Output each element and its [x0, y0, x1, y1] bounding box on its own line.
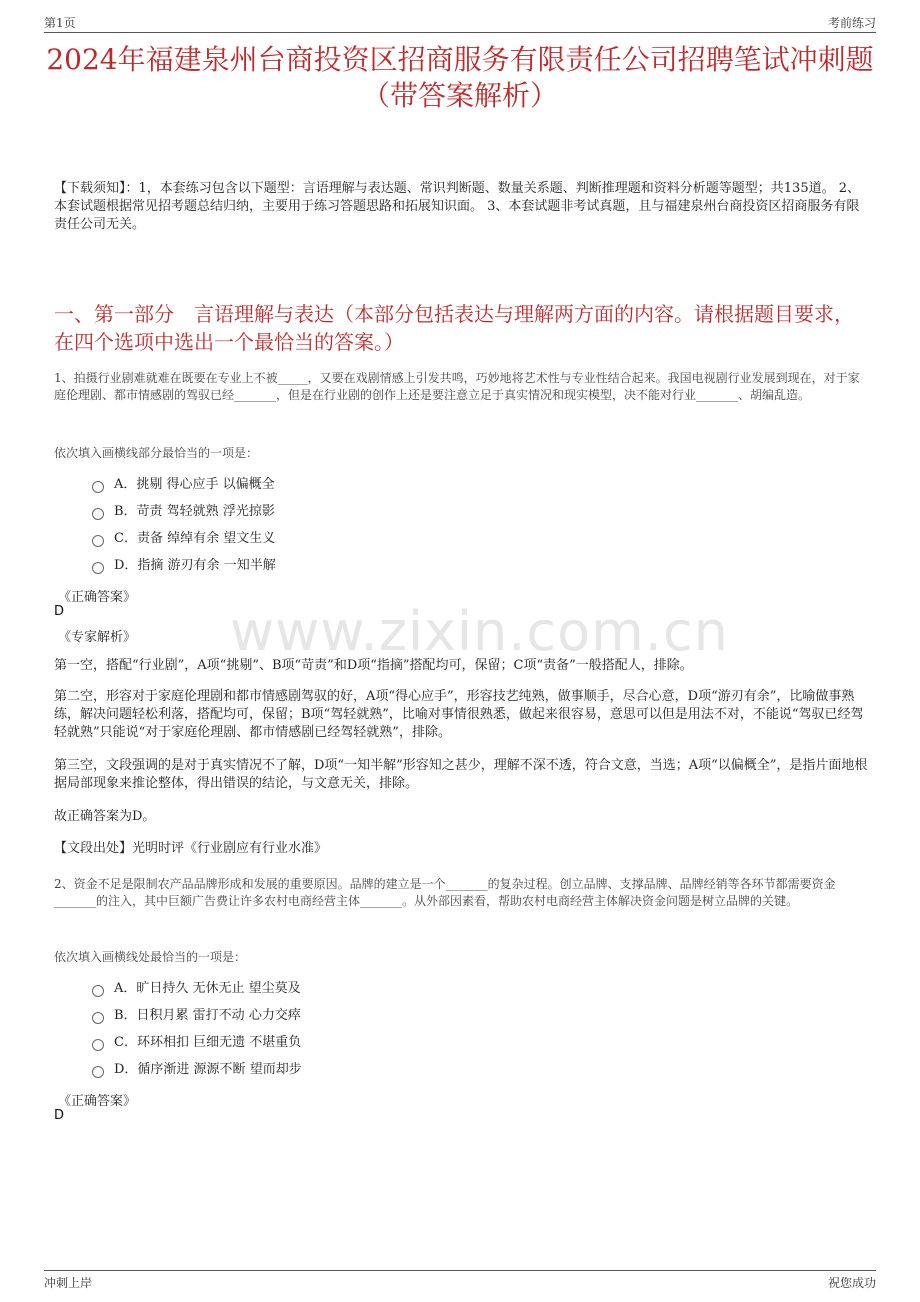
footer-left: 冲刺上岸	[44, 1276, 93, 1290]
document-title: 2024年福建泉州台商投资区招商服务有限责任公司招聘笔试冲刺题（带答案解析）	[46, 43, 874, 112]
analysis-paragraph: 第二空，形容对于家庭伦理剧和都市情感剧驾驭的好，A项“得心应手”，形容技艺纯熟，做事顺手，尽合心意，D项“游刃有余”，比喻做事熟练，解决问题轻松利落，搭配均可，保留；B项“驾轻就熟”，比喻对事情很熟悉，做起来很容易，意思可以但是用法不对，不能说“驾驭已经驾轻就熟”只能说“对于家庭伦理剧、都市情感剧已经驾轻就熟”，排除。	[54, 689, 864, 740]
question-2-option-a[interactable]: A．旷日持久 无休无止 望尘莫及	[92, 980, 301, 998]
question-1-answer: D	[54, 604, 65, 619]
question-2-option-c[interactable]: C．环环相扣 巨细无遗 不堪重负	[92, 1034, 301, 1052]
radio-icon[interactable]	[92, 1012, 104, 1024]
question-1-answer-label: 《正确答案》	[58, 590, 137, 605]
analysis-conclusion: 故正确答案为D。	[54, 809, 156, 824]
section-heading: 一、第一部分 言语理解与表达（本部分包括表达与理解两方面的内容。请根据题目要求，在四个选项中选出一个最恰当的答案。）	[54, 302, 854, 354]
question-2-answer-label: 《正确答案》	[58, 1094, 137, 1109]
question-1-source: 【文段出处】光明时评《行业剧应有行业水准》	[54, 841, 328, 856]
radio-icon[interactable]	[92, 1066, 104, 1078]
page-header	[44, 14, 876, 33]
header-tag: 考前练习	[827, 16, 876, 30]
question-2-option-b[interactable]: B．日积月累 雷打不动 心力交瘁	[92, 1007, 301, 1025]
question-1-option-b[interactable]: B．苛责 驾轻就熟 浮光掠影	[92, 503, 275, 521]
analysis-paragraph: 第三空，文段强调的是对于真实情况不了解，D项“一知半解”形容知之甚少，理解不深不透，符合文意，当选；A项“以偏概全”，是指片面地根据局部现象来推论整体，得出错误的结论，与文意无关，排除。	[54, 758, 868, 791]
radio-icon[interactable]	[92, 535, 104, 547]
download-notice: 【下载须知】：1，本套练习包含以下题型：言语理解与表达题、常识判断题、数量关系题、判断推理题和资料分析题等题型；共135道。 2、本套试题根据常见招考题总结归纳，主要用于练习答题思路和拓展知识面。 3、本套试题非考试真题，且与福建泉州台商投资区招商服务有限责任公司无关。	[54, 181, 860, 232]
page-number: 第1页	[44, 16, 76, 30]
question-1-analysis-label: 《专家解析》	[58, 630, 137, 645]
question-1-option-a[interactable]: A．挑剔 得心应手 以偏概全	[92, 476, 275, 494]
question-1-option-d[interactable]: D．指摘 游刃有余 一知半解	[92, 557, 276, 575]
radio-icon[interactable]	[92, 508, 104, 520]
question-1-prompt: 依次填入画横线部分最恰当的一项是：	[54, 446, 259, 460]
question-2-answer: D	[54, 1108, 65, 1123]
footer-right: 祝您成功	[827, 1276, 876, 1290]
question-2-text: 2、资金不足是限制农产品品牌形成和发展的重要原因。品牌的建立是一个_______的复杂过程。创立品牌、支撑品牌、品牌经销等各环节都需要资金_______的注入，其中巨额广告费让许多农村电商经营主体_______。从外部因素看，帮助农村电商经营主体解决资金问题是树立品牌的关键。	[54, 877, 836, 908]
radio-icon[interactable]	[92, 481, 104, 493]
radio-icon[interactable]	[92, 985, 104, 997]
page-footer	[44, 1270, 876, 1293]
question-1-text: 1、拍摄行业剧难就难在既要在专业上不被_____，又要在戏剧情感上引发共鸣，巧妙地将艺术性与专业性结合起来。我国电视剧行业发展到现在，对于家庭伦理剧、都市情感剧的驾驭已经_______，但是在行业剧的创作上还是要注意立足于真实情况和现实模型，决不能对行业_______、胡编乱造。	[54, 371, 860, 402]
question-1-option-c[interactable]: C．责备 绰绰有余 望文生义	[92, 530, 275, 548]
question-2-option-d[interactable]: D．循序渐进 源源不断 望而却步	[92, 1061, 302, 1079]
analysis-paragraph: 第一空，搭配“行业剧”，A项“挑剔”、B项“苛责”和D项“指摘”搭配均可，保留；C项“责备”一般搭配人，排除。	[54, 658, 693, 673]
question-2-prompt: 依次填入画横线处最恰当的一项是：	[54, 950, 247, 964]
radio-icon[interactable]	[92, 1039, 104, 1051]
watermark: www.zixin.com.cn	[230, 600, 729, 663]
radio-icon[interactable]	[92, 562, 104, 574]
